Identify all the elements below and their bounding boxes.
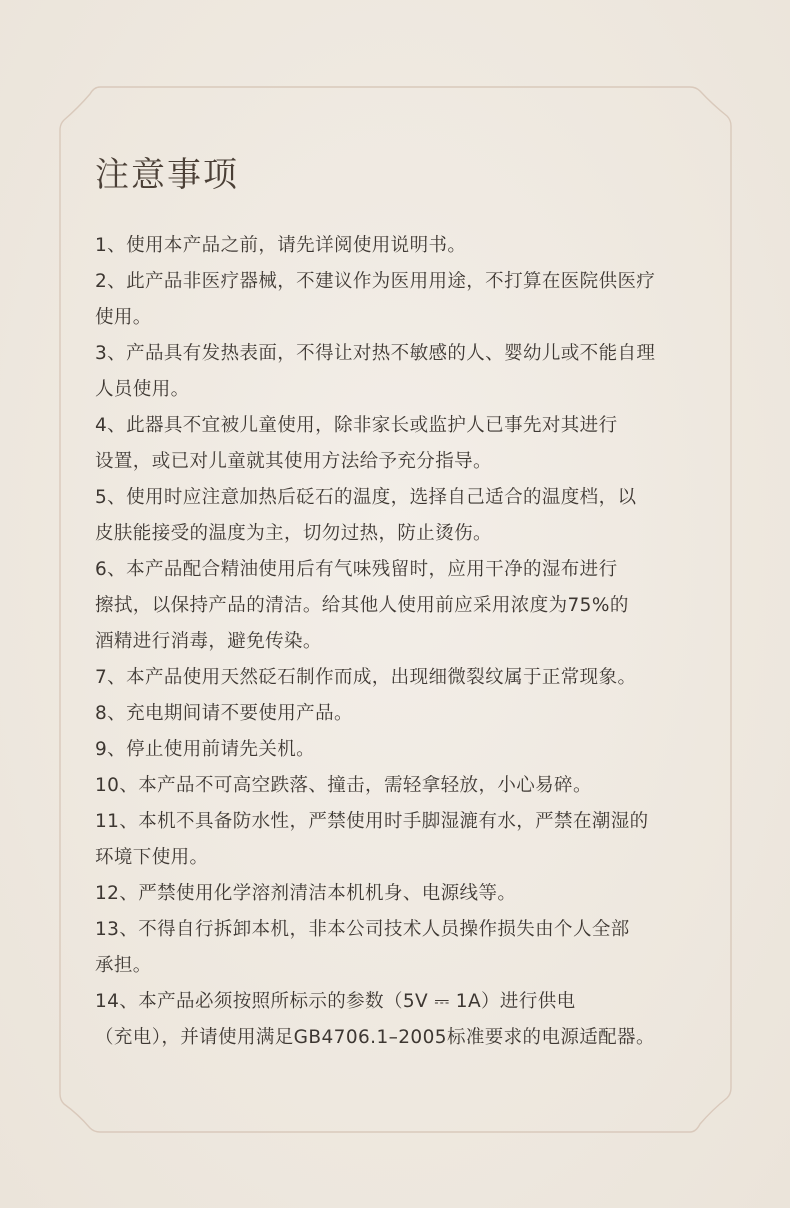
notice-item-line: 环境下使用。 — [95, 847, 209, 868]
notice-item — [95, 876, 705, 912]
notice-item — [95, 480, 705, 552]
notice-item — [95, 408, 705, 480]
notice-item-line: 4、此器具不宜被儿童使用，除非家长或监护人已事先对其进行 — [95, 415, 618, 436]
notice-item-line: 承担。 — [95, 955, 152, 976]
notice-item — [95, 264, 705, 336]
notice-item — [95, 732, 705, 768]
notice-item — [95, 228, 705, 264]
notice-item-line: 设置，或已对儿童就其使用方法给予充分指导。 — [95, 451, 492, 472]
notice-item-line: 6、本产品配合精油使用后有气味残留时，应用干净的湿布进行 — [95, 559, 618, 580]
notice-item — [95, 660, 705, 696]
notice-item-line: 11、本机不具备防水性，严禁使用时手脚湿漉有水，严禁在潮湿的 — [95, 811, 649, 832]
notice-item-line: 皮肤能接受的温度为主，切勿过热，防止烫伤。 — [95, 523, 492, 544]
notice-item — [95, 804, 705, 876]
page-title: 注意事项 — [95, 155, 239, 195]
notice-item-line: 酒精进行消毒，避免传染。 — [95, 631, 322, 652]
notice-item — [95, 768, 705, 804]
notice-item-line: 使用。 — [95, 307, 152, 328]
notice-item-line: 人员使用。 — [95, 379, 190, 400]
notice-item-line: 3、产品具有发热表面，不得让对热不敏感的人、婴幼儿或不能自理 — [95, 343, 656, 364]
notice-list — [95, 228, 705, 1056]
notice-item — [95, 912, 705, 984]
notice-item-line: 5、使用时应注意加热后砭石的温度，选择自己适合的温度档，以 — [95, 487, 637, 508]
notice-item — [95, 696, 705, 732]
notice-item-line: 8、充电期间请不要使用产品。 — [95, 703, 353, 724]
notice-item-line: 14、本产品必须按照所标示的参数（5V ⎓ 1A）进行供电 — [95, 991, 576, 1012]
notice-item — [95, 336, 705, 408]
notice-item — [95, 552, 705, 660]
notice-item-line: 擦拭，以保持产品的清洁。给其他人使用前应采用浓度为75%的 — [95, 595, 629, 616]
notice-item-line: 10、本产品不可高空跌落、撞击，需轻拿轻放，小心易碎。 — [95, 775, 592, 796]
notice-item — [95, 984, 705, 1056]
notice-item-line: 1、使用本产品之前，请先详阅使用说明书。 — [95, 235, 467, 256]
notice-item-line: 12、严禁使用化学溶剂清洁本机机身、电源线等。 — [95, 883, 517, 904]
notice-item-line: 13、不得自行拆卸本机，非本公司技术人员操作损失由个人全部 — [95, 919, 630, 940]
notice-content — [95, 150, 705, 1056]
notice-item-line: 7、本产品使用天然砭石制作而成，出现细微裂纹属于正常现象。 — [95, 667, 637, 688]
notice-item-line: 9、停止使用前请先关机。 — [95, 739, 316, 760]
notice-item-line: 2、此产品非医疗器械，不建议作为医用用途，不打算在医院供医疗 — [95, 271, 656, 292]
notice-item-line: （充电），并请使用满足GB4706.1–2005标准要求的电源适配器。 — [95, 1027, 655, 1048]
